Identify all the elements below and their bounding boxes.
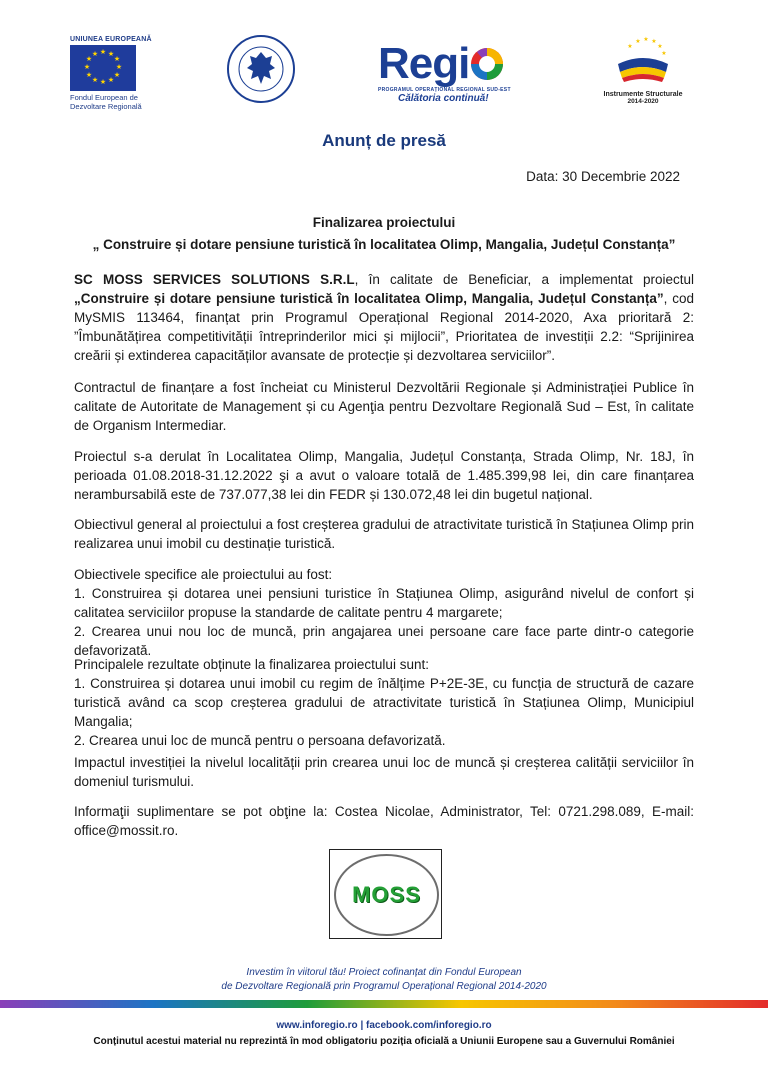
government-seal-icon	[226, 34, 296, 104]
p6-item1: 1. Construirea și dotarea unui imobil cu regim de înălțime P+2E-3E, cu funcția de structură de cazare turistică având ca scop creșterea gradului de atractivitate turistică în Stațiunea Olimp, Municipiul Mangalia;	[74, 676, 694, 729]
footer-cofinancing	[0, 966, 768, 994]
paragraph-general-objective	[74, 515, 694, 553]
p2-text: Contractul de finanțare a fost încheiat cu Ministerul Dezvoltării Regionale și Administrației Publice în calitate de Autoritate de Management și cu Agenţia pentru Dezvoltare Regională Sud – Est, în calitate de Organism Intermediar.	[74, 380, 694, 433]
eu-logo	[70, 36, 180, 111]
paragraph-contract	[74, 378, 694, 435]
p7-text: Impactul investiției la nivelul localității prin crearea unui loc de muncă și creșterea calității serviciilor în domeniul turismului.	[74, 755, 694, 789]
svg-text:★: ★	[107, 50, 115, 58]
p5-item2: 2. Crearea unui nou loc de muncă, prin angajarea unei persoane care face parte dintr-o categorie defavorizată.	[74, 624, 694, 658]
svg-text:★: ★	[113, 71, 121, 79]
instrumente-structurale-icon	[608, 34, 678, 84]
svg-text:★: ★	[91, 50, 99, 58]
p3-text: Proiectul s-a derulat în Localitatea Olimp, Mangalia, Județul Constanța, Strada Olimp, Nr. 18J, în perioada 01.08.2018-31.12.2022 şi a avut o valoare totală de 1.485.399,98 lei, din care finanțarea nerambursabilă este de 737.077,38 lei din FEDR și 130.072,48 lei din bugetul național.	[74, 449, 694, 502]
svg-text:★: ★	[627, 43, 633, 50]
paragraph-contact	[74, 802, 694, 840]
rainbow-divider	[0, 1000, 768, 1008]
regio-logo	[378, 39, 528, 112]
footer-disclaimer: Conținutul acestui material nu reprezintă în mod obligatoriu poziția oficială a Uniunii Europene sau a Guvernului României	[93, 1036, 675, 1047]
paragraph-specific-objectives	[74, 565, 694, 660]
p5-intro: Obiectivele specifice ale proiectului au fost:	[74, 567, 333, 582]
p1-text2: , cod MySMIS 113464, finanțat prin Programul Operațional Regional 2014-2020, Axa prioritară 2: ”Îmbunătățirea competitivității întreprinderilor mici și mijlocii”, Prioritatea de investiții 2.2: “Sprijinirea creării și extinderea capacităților avansate de protecție și dezvoltarea serviciilor”.	[74, 291, 694, 363]
moss-logo	[329, 849, 442, 939]
page-title: Anunț de presă	[322, 131, 446, 150]
svg-text:★: ★	[635, 38, 641, 45]
eu-logo-line1: Fondul European de	[70, 93, 138, 102]
svg-text:★: ★	[113, 55, 121, 63]
svg-text:★: ★	[91, 76, 99, 84]
moss-logo-ellipse	[334, 854, 439, 936]
svg-text:★: ★	[107, 76, 115, 84]
moss-logo-text: MOSS	[352, 882, 421, 907]
svg-text:★: ★	[99, 78, 107, 86]
regio-wheel-icon	[469, 46, 505, 82]
project-name: „Construire și dotare pensiune turistică în localitatea Olimp, Mangalia, Județul Constanța”	[74, 291, 664, 306]
svg-text:★: ★	[115, 63, 123, 71]
regio-slogan: Călătoria continuă!	[398, 93, 489, 104]
logo-header	[0, 28, 768, 118]
p1-text1: , în calitate de Beneficiar, a implementat proiectul	[354, 272, 694, 287]
svg-text:★: ★	[657, 43, 663, 50]
footer-links[interactable]: www.inforegio.ro | facebook.com/inforegio.ro	[276, 1020, 492, 1031]
p8-text: Informaţii suplimentare se pot obţine la: Costea Nicolae, Administrator, Tel: 0721.298.089, E-mail: office@mossit.ro.	[74, 804, 694, 838]
p6-intro: Principalele rezultate obținute la finalizarea proiectului sunt:	[74, 657, 429, 672]
footer-line1: Investim în viitorul tău! Proiect cofinanțat din Fondul European	[246, 967, 522, 978]
svg-text:★: ★	[85, 55, 93, 63]
p6-item2: 2. Crearea unui loc de muncă pentru o persoana defavorizată.	[74, 733, 446, 748]
paragraph-location-value	[74, 447, 694, 504]
paragraph-results	[74, 655, 694, 750]
eu-logo-header: UNIUNEA EUROPEANĂ	[70, 36, 152, 43]
press-date: Data: 30 Decembrie 2022	[526, 169, 680, 184]
instrumente-line1: Instrumente Structurale	[603, 91, 683, 98]
svg-text:★: ★	[99, 48, 107, 56]
eu-flag-icon	[70, 45, 136, 91]
p4-text: Obiectivul general al proiectului a fost creșterea gradului de atractivitate turistică în Stațiunea Olimp prin realizarea unui imobil cu destinație turistică.	[74, 517, 694, 551]
svg-text:★: ★	[85, 71, 93, 79]
eu-logo-subtitle	[70, 93, 180, 111]
svg-text:★: ★	[651, 38, 657, 45]
subtitle: Finalizarea proiectului	[312, 215, 456, 230]
project-title: „ Construire și dotare pensiune turistică în localitatea Olimp, Mangalia, Județul Constanța”	[92, 237, 676, 252]
svg-text:★: ★	[643, 36, 649, 43]
instrumente-structurale-logo	[588, 34, 698, 124]
instrumente-line2: 2014-2020	[627, 98, 659, 105]
regio-program-tag: PROGRAMUL OPERAȚIONAL REGIONAL SUD-EST	[378, 87, 511, 93]
svg-text:★: ★	[661, 50, 667, 57]
footer-line2: de Dezvoltare Regională prin Programul Operațional Regional 2014-2020	[221, 981, 547, 992]
paragraph-beneficiary	[74, 270, 694, 365]
regio-wordmark: Regi	[378, 39, 470, 88]
eu-logo-line2: Dezvoltare Regională	[70, 102, 142, 111]
paragraph-impact	[74, 753, 694, 791]
p5-item1: 1. Construirea și dotarea unei pensiuni turistice în Stațiunea Olimp, asigurând nivelul de confort și calitatea serviciilor propuse la standarde de calitate pentru 4 margarete;	[74, 586, 694, 620]
company-name: SC MOSS SERVICES SOLUTIONS S.R.L	[74, 272, 355, 287]
svg-text:★: ★	[83, 63, 91, 71]
